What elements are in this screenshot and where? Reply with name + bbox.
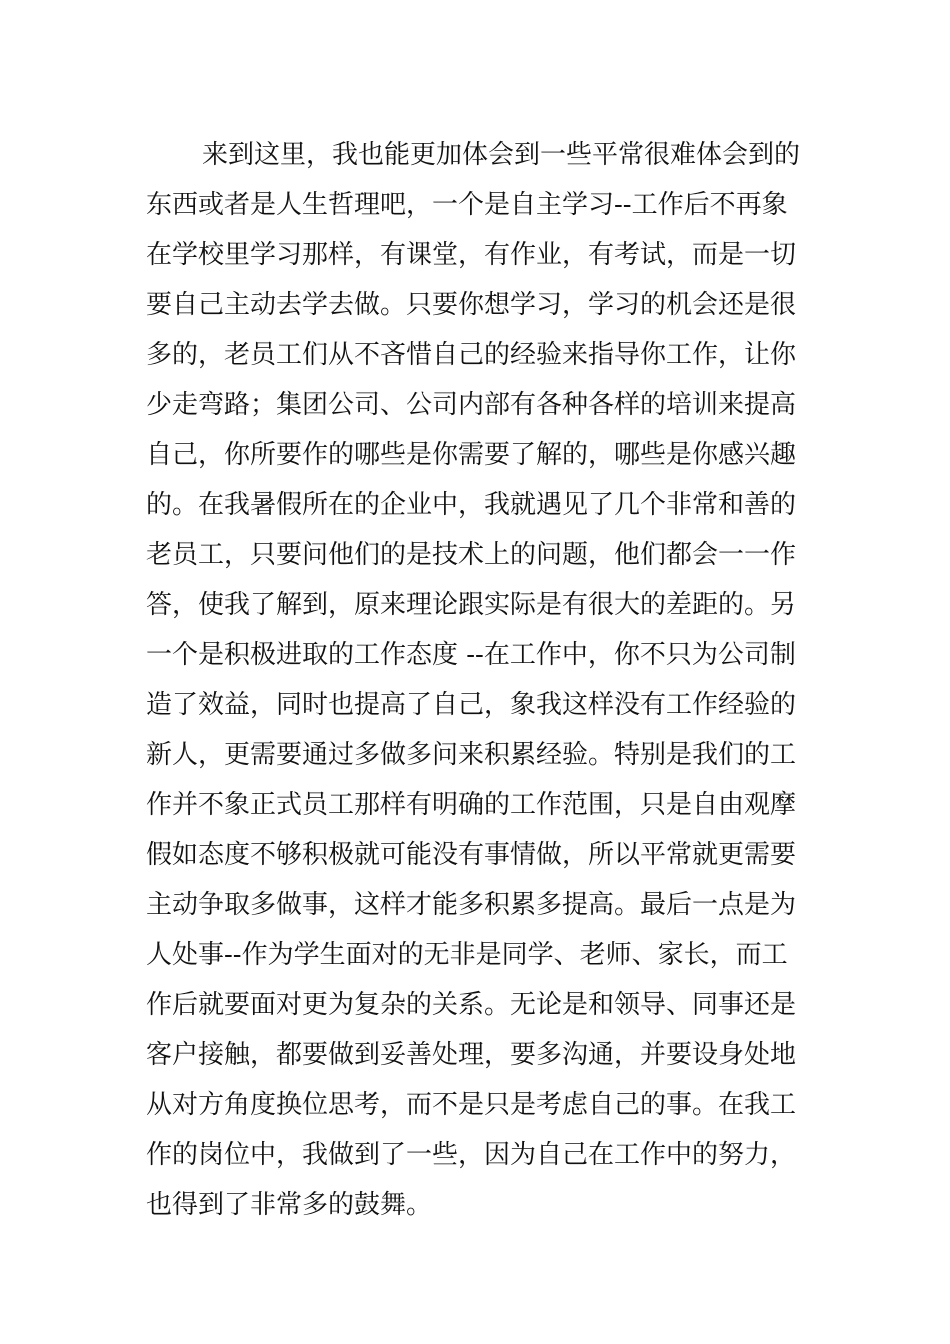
text-line: 假如态度不够积极就可能没有事情做，所以平常就更需要: [146, 840, 797, 870]
text-line: 一个是积极进取的工作态度 --在工作中，你不只为公司制: [146, 640, 796, 670]
text-line: 人处事--作为学生面对的无非是同学、老师、家长，而工: [146, 940, 788, 970]
text-line: 在学校里学习那样，有课堂，有作业，有考试，而是一切: [146, 240, 797, 270]
text-line: 客户接触，都要做到妥善处理，要多沟通，并要设身处地: [146, 1040, 797, 1070]
text-line: 少走弯路；集团公司、公司内部有各种各样的培训来提高: [146, 390, 797, 420]
text-line: 要自己主动去学去做。只要你想学习，学习的机会还是很: [146, 290, 797, 320]
text-line: 的。在我暑假所在的企业中，我就遇见了几个非常和善的: [146, 490, 797, 520]
text-line: 造了效益，同时也提高了自己，象我这样没有工作经验的: [146, 690, 797, 720]
text-line: 自己，你所要作的哪些是你需要了解的，哪些是你感兴趣: [146, 440, 797, 470]
text-line: 多的，老员工们从不吝惜自己的经验来指导你工作，让你: [146, 340, 797, 370]
text-line: 来到这里，我也能更加体会到一些平常很难体会到的: [202, 140, 801, 170]
text-line: 作后就要面对更为复杂的关系。无论是和领导、同事还是: [146, 990, 797, 1020]
text-line: 答，使我了解到，原来理论跟实际是有很大的差距的。另: [146, 590, 797, 620]
paragraph: [146, 130, 806, 1230]
text-line: 作的岗位中，我做到了一些，因为自己在工作中的努力，: [146, 1140, 797, 1170]
text-line: 作并不象正式员工那样有明确的工作范围，只是自由观摩: [146, 790, 797, 820]
text-line: 主动争取多做事，这样才能多积累多提高。最后一点是为: [146, 890, 797, 920]
text-line: 从对方角度换位思考，而不是只是考虑自己的事。在我工: [146, 1090, 797, 1120]
text-line: 新人，更需要通过多做多问来积累经验。特别是我们的工: [146, 740, 797, 770]
text-line: 也得到了非常多的鼓舞。: [146, 1190, 433, 1220]
text-line: 东西或者是人生哲理吧，一个是自主学习--工作后不再象: [146, 190, 788, 220]
text-line: 老员工，只要问他们的是技术上的问题，他们都会一一作: [146, 540, 797, 570]
